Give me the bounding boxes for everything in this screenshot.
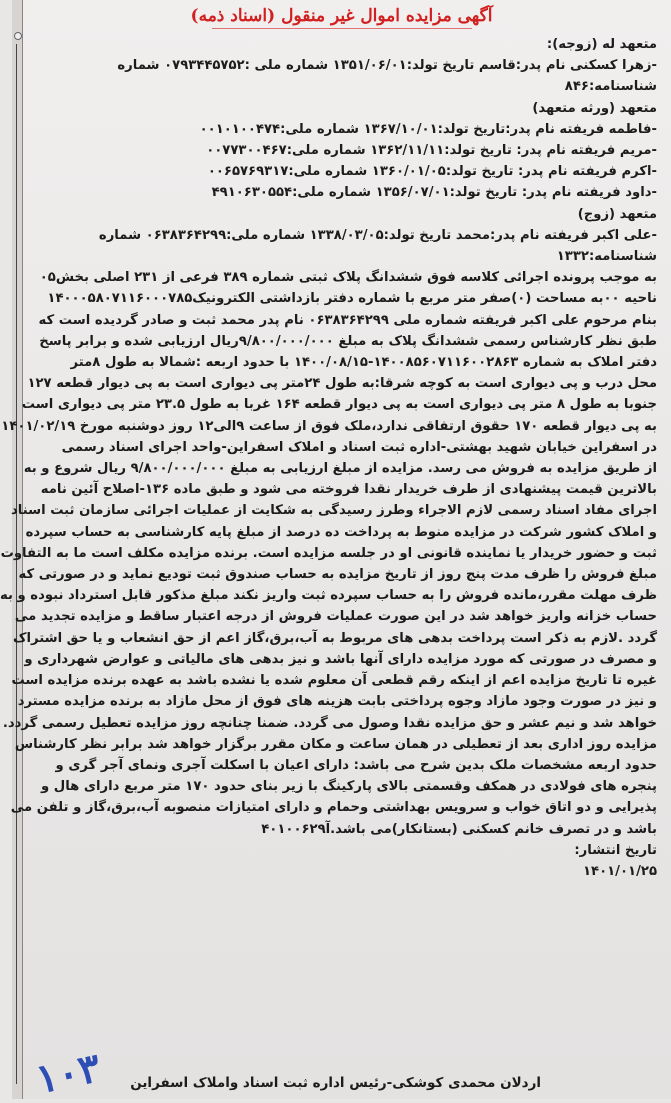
signature-line: اردلان محمدی کوشکی-رئیس اداره ثبت اسناد واملاک اسفراین — [130, 1075, 541, 1091]
publish-date-label — [30, 840, 657, 861]
body-line: جنوبا به طول ۸ متر پی دیواری است به پی دیوار قطعه ۱۶۴ غربا به طول ۲۳.۵ متر پی دیواری است — [21, 397, 657, 413]
body-line: ظرف مهلت مقرر،مانده فروش را به حساب سپرده ثبت واریز نکند مبلغ مذکور قابل استرداد نبوده و به — [0, 588, 657, 604]
body-line: مزایده روز اداری بعد از تعطیلی در همان ساعت و مکان مقرر برگزار خواهد شد برابر نظر کارشناس — [14, 736, 657, 752]
title-underline — [212, 28, 472, 29]
husband-line-2: شناسنامه:۱۳۳۲ — [556, 249, 657, 265]
body-line: حدود اربعه مشخصات ملک بدین شرح می باشد: دارای اعیان با اسکلت آجری ونمای آجر گری و — [55, 757, 657, 773]
notice-title — [12, 6, 671, 29]
body-line: خواهد شد و نیم عشر و حق مزایده نقدا وصول می گردد. ضمنا چنانچه روز مزایده تعطیل رسمی گردد. — [2, 715, 657, 731]
body-line: پنجره های فولادی در همکف وقسمتی بالای پارکینگ با زیر بنای حدود ۱۷۰ متر مربع دارای هال و — [41, 779, 657, 795]
body-line: محل درب و پی دیواری است به کوچه شرقا:به طول ۲۴متر پی دیواری است به پی دیوار قطعه ۱۲۷ — [27, 376, 657, 392]
body-line: حساب خزانه واریز خواهد شد در این صورت عملیات فروش از درجه اعتبار ساقط و مزایده تجدید می — [14, 609, 657, 625]
body-line: و املاک کشور شرکت در مزایده منوط به پرداخت ده درصد از مبلغ پایه کارشناسی به حساب سپرده — [25, 524, 657, 540]
body-line: بالاترین قیمت پیشنهادی از طرف خریدار نقدا فروخته می شود و طبق ماده ۱۳۶-اصلاح آئین نامه — [40, 482, 657, 498]
body-line: گردد .لازم به ذکر است پرداخت بدهی های مربوط به آب،برق،گاز اعم از حق انشعاب و یا حق اشتراک — [12, 630, 657, 646]
pin-hole-icon — [14, 32, 22, 40]
publish-date: ۱۴۰۱/۰۱/۲۵ — [582, 863, 657, 879]
body-line: بنام مرحوم علی اکبر فریفته شماره ملی ۰۶۳۸۳۶۴۲۹۹ نام پدر محمد ثبت و صادر گردیده است که — [38, 312, 657, 328]
heir-line: -مریم فریفته نام پدر: تاریخ تولد:۱۳۶۲/۱۱/۱۱ شماره ملی:۰۰۷۷۳۰۰۴۶۷ — [206, 143, 657, 159]
husband-heading: متعهد (زوج) — [577, 206, 657, 222]
body-line: و مصرف در صورتی که مورد مزایده دارای آنها باشد و نیز بدهی های مالیاتی و عوارض شهرداری و — [24, 651, 657, 667]
husband-line-1: -علی اکبر فریفته نام پدر:محمد تاریخ تولد:۱۳۳۸/۰۳/۰۵ شماره ملی:۰۶۳۸۳۶۴۲۹۹ شماره — [98, 227, 657, 243]
heirs-heading: متعهد (ورثه متعهد) — [532, 100, 657, 116]
body-line: مبلغ فروش را ظرف مدت پنج روز از تاریخ مزایده به حساب صندوق ثبت تودیع نماید و در صورتی که — [18, 567, 657, 583]
body-line: باشد و در تصرف خانم کسکنی (بستانکار)می باشد.آ۴۰۱۰۰۶۲۹ — [261, 821, 657, 837]
body-line: پذیرایی و دو اتاق خواب و سرویس بهداشتی وحمام و دارای امتیازات منصوبه آب،برق،گاز و تلفن می — [10, 800, 657, 816]
heir-line: -فاطمه فریفته نام پدر:تاریخ تولد:۱۳۶۷/۱۰/۰۱ شماره ملی:۰۰۱۰۱۰۰۴۷۴ — [199, 121, 657, 137]
creditor-line-2: شناسنامه:۸۴۶ — [564, 79, 657, 95]
publish-label: تاریخ انتشار: — [574, 842, 657, 858]
creditor-heading: متعهد له (زوجه): — [546, 37, 657, 52]
body-line: دفتر املاک به شماره ۱۴۰۰۸۵۶۰۷۱۱۶۰۰۲۸۶۳-۱۴۰۰/۰۸/۱۵ با حدود اربعه :شمالا به طول ۸متر — [70, 355, 657, 371]
handwritten-number-stamp: ۱۰۳ — [31, 1043, 105, 1103]
creditor-line-1: -زهرا کسکنی نام پدر:قاسم تاریخ تولد:۱۳۵۱/۰۶/۰۱ شماره ملی :۰۷۹۳۴۴۵۷۵۲ شماره — [117, 58, 657, 74]
heir-line: -اکرم فریفته نام پدر: تاریخ تولد:۱۳۶۰/۰۱/۰۵ شماره ملی:۰۰۶۵۷۶۹۳۱۷ — [207, 164, 657, 180]
body-line: در اسفراین خیابان شهید بهشتی-اداره ثبت اسناد و املاک اسفراین-واحد اجرای اسناد رسمی — [61, 439, 657, 455]
body-line: طبق نظر کارشناس رسمی ششدانگ پلاک به مبلغ ۹/۸۰۰/۰۰۰/۰۰۰ریال ارزیابی شده و برابر پاسخ — [39, 333, 657, 349]
body-line: ثبت و حضور خریدار یا نماینده قانونی او در جلسه مزایده است. برنده مزایده مکلف است ما به التفاوت — [0, 545, 657, 561]
body-line: غیره تا تاریخ مزایده اعم از اینکه رقم قطعی آن معلوم شده یا نشده باشد به عهده برنده مزایده است — [11, 673, 657, 689]
body-line: و نیز در صورت وجود مازاد وجوه پرداختی بابت هزینه های فوق از محل مازاد به برنده مزایده مسترد — [17, 694, 657, 710]
body-line: ناحیه ۰۰به مساحت (۰)صفر متر مربع با شماره دفتر بازداشتی الکترونیک۱۴۰۰۰۵۸۰۷۱۱۶۰۰۰۷۸۵ — [47, 291, 657, 307]
heir-line: -داود فریفته نام پدر: تاریخ تولد:۱۳۵۶/۰۷/۰۱ شماره ملی:۴۹۱۰۶۳۰۵۵۴ — [211, 185, 657, 201]
body-line: به موجب پرونده اجرائی کلاسه فوق ششدانگ پلاک ثبتی شماره ۳۸۹ فرعی از ۲۳۱ اصلی بخش۰۵ — [39, 270, 657, 286]
title-text: آگهی مزایده اموال غیر منقول (اسناد ذمه) — [190, 6, 493, 26]
notice-body — [0, 34, 657, 882]
body-line: به پی دیوار قطعه ۱۷۰ حقوق ارتفاقی ندارد،ملک فوق از ساعت ۹الی۱۲ روز دوشنبه مورخ ۱۴۰۱/۰۲/۱۹ — [1, 418, 657, 434]
body-line: از طریق مزایده به فروش می رسد. مزایده از مبلغ ارزیابی به مبلغ ۹/۸۰۰/۰۰۰/۰۰۰ ریال شروع و به — [23, 461, 657, 477]
body-line: اجرای مفاد اسناد رسمی لازم الاجراء وطرز رسیدگی به شکایت از عملیات اجرائی سازمان ثبت اسناد — [11, 503, 657, 519]
